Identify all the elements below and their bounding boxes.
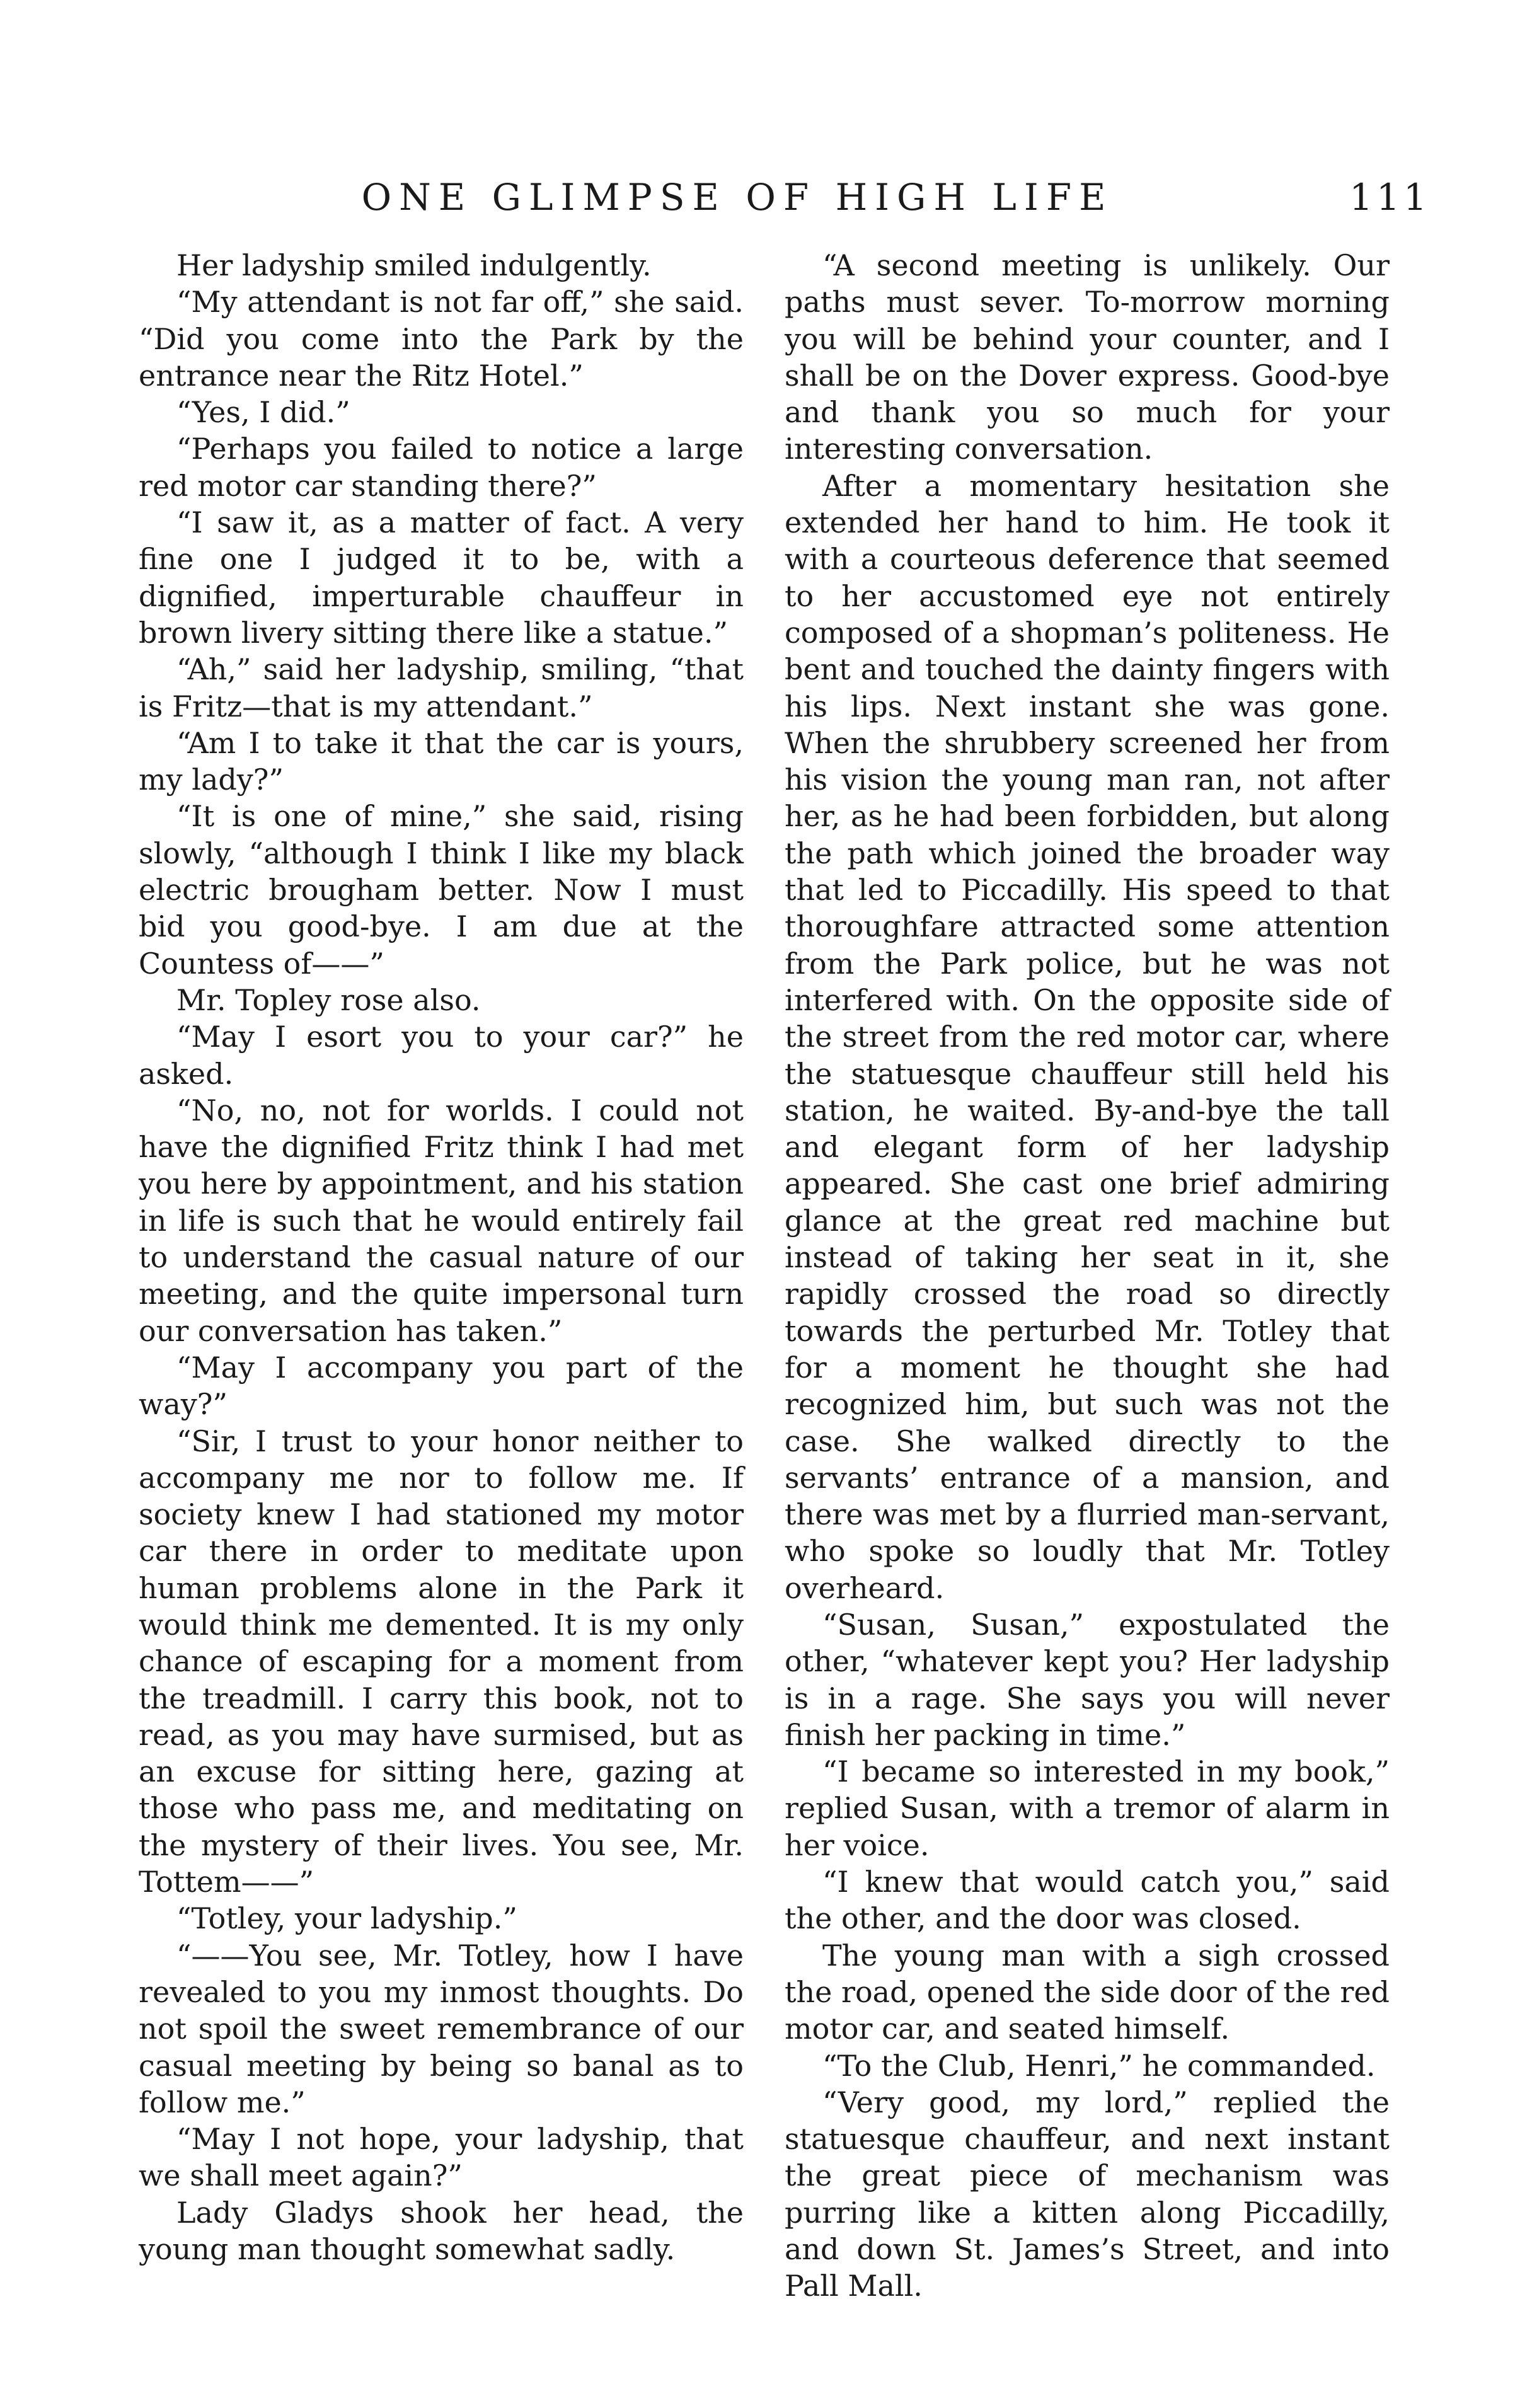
paragraph: “A second meeting is unlikely. Our paths must sever. To-morrow morning you will be behind your counter, and I shall be on the Dover express. Good-bye and thank you so much for your interesting conversation. — [785, 248, 1390, 466]
paragraph: “Am I to take it that the car is yours, my lady?” — [139, 725, 744, 797]
paragraph: “May I accompany you part of the way?” — [139, 1350, 744, 1422]
paragraph: “Perhaps you failed to notice a large red motor car standing there?” — [139, 432, 744, 503]
paragraph: “I saw it, as a matter of fact. A very fine one I judged it to be, with a dignified, imperturable chauffeur in brown livery sitting there like a statue.” — [139, 505, 744, 650]
paragraph: Her ladyship smiled indulgently. — [176, 248, 652, 282]
paragraph: Lady Gladys shook her head, the young man thought somewhat sadly. — [139, 2195, 744, 2267]
paragraph: “Susan, Susan,” expostulated the other, “whatever kept you? Her ladyship is in a rage. She says you will never finish her packing in time.” — [785, 1607, 1390, 1752]
paragraph: The young man with a sigh crossed the road, opened the side door of the red motor car, and seated himself. — [785, 1938, 1390, 2046]
paragraph: “Very good, my lord,” replied the statuesque chauffeur, and next instant the great piece of mechanism was purring like a kitten along Piccadilly, and down St. James’s Street, and into Pall Mall. — [785, 2085, 1390, 2303]
paragraph: “May I esort you to your car?” he asked. — [139, 1020, 744, 1091]
right-column — [785, 247, 1390, 2305]
paragraph: “Yes, I did.” — [176, 395, 350, 430]
paragraph: “To the Club, Henri,” he commanded. — [822, 2048, 1376, 2083]
paragraph: “Totley, your ladyship.” — [176, 1901, 517, 1936]
paragraph: “——You see, Mr. Totley, how I have revealed to you my inmost thoughts. Do not spoil the sweet remembrance of our casual meeting by being so banal as to follow me.” — [139, 1938, 744, 2119]
paragraph: “Ah,” said her ladyship, smiling, “that is Fritz—that is my attendant.” — [139, 652, 744, 723]
paragraph: Mr. Topley rose also. — [176, 982, 481, 1017]
paragraph: “I became so interested in my book,” replied Susan, with a tremor of alarm in her voice. — [785, 1754, 1390, 1862]
page-number: 111 — [1349, 176, 1431, 219]
paragraph: “May I not hope, your ladyship, that we shall meet again?” — [139, 2122, 744, 2193]
paragraph: “It is one of mine,” she said, rising slowly, “although I think I like my black electric brougham better. Now I must bid you good-bye. I am due at the Countess of——” — [139, 799, 744, 981]
running-title: ONE GLIMPSE OF HIGH LIFE — [361, 176, 1114, 219]
paragraph: After a momentary hesitation she extended her hand to him. He took it with a courteous deference that seemed to her accustomed eye not entirely composed of a shopman’s politeness. He bent and touched the dainty fingers with his lips. Next instant she was gone. When the shrubbery screened her from his vision the young man ran, not after her, as he had been forbidden, but along the path which joined the broader way that led to Piccadilly. His speed to that thoroughfare attracted some attention from the Park police, but he was not interfered with. On the opposite side of the street from the red motor car, where the statuesque chauffeur still held his station, he waited. By-and-bye the tall and elegant form of her ladyship appeared. She cast one brief admiring glance at the great red machine but instead of taking her seat in it, she rapidly crossed the road so directly towards the perturbed Mr. Totley that for a moment he thought she had recognized him, but such was not the case. She walked directly to the servants’ entrance of a mansion, and there was met by a flurried man-servant, who spoke so loudly that Mr. Totley overheard. — [785, 468, 1390, 1605]
paragraph: “Sir, I trust to your honor neither to accompany me nor to follow me. If society knew I had stationed my motor car there in order to meditate upon human problems alone in the Park it would think me demented. It is my only chance of escaping for a moment from the treadmill. I carry this book, not to read, as you may have surmised, but as an excuse for sitting here, gazing at those who pass me, and meditating on the mystery of their lives. You see, Mr. Tottem——” — [139, 1424, 744, 1899]
paragraph: “My attendant is not far off,” she said. “Did you come into the Park by the entrance near the Ritz Hotel.” — [139, 285, 744, 393]
paragraph: “No, no, not for worlds. I could not have the dignified Fritz think I had met you here by appointment, and his station in life is such that he would entirely fail to understand the casual nature of our meeting, and the quite impersonal turn our conversation has taken.” — [139, 1093, 744, 1348]
paragraph: “I knew that would catch you,” said the other, and the door was closed. — [785, 1865, 1390, 1936]
left-column — [139, 247, 744, 2267]
